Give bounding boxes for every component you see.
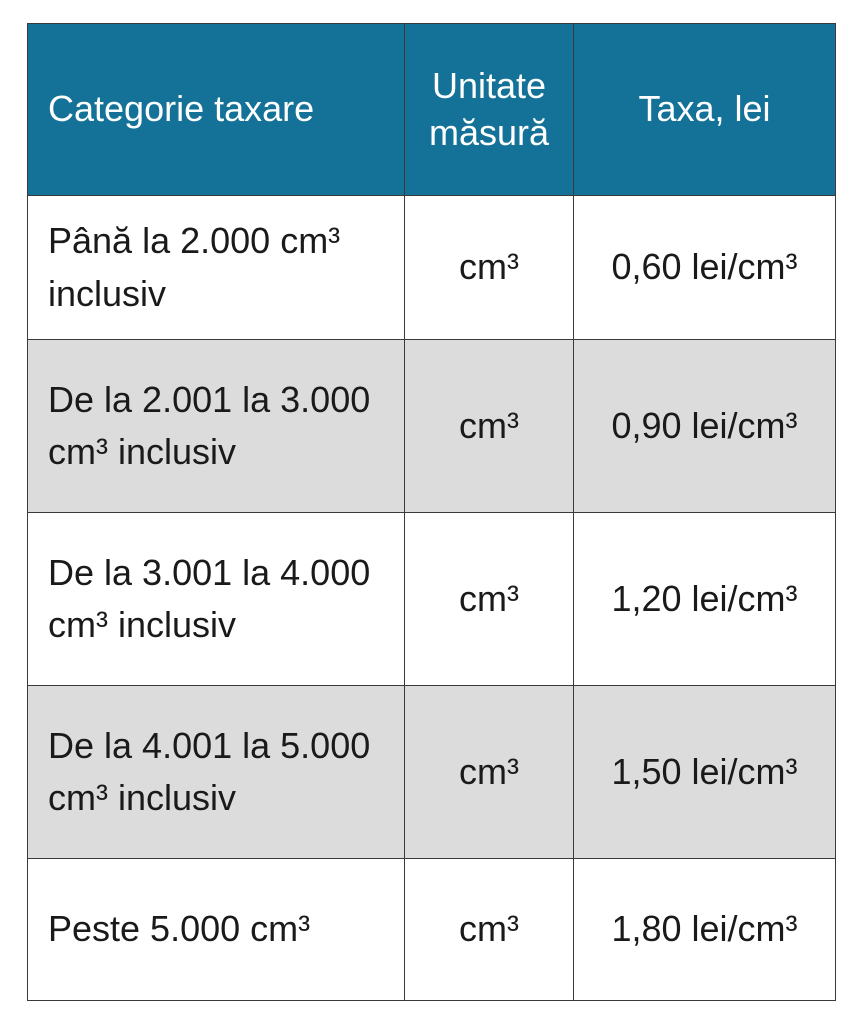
tax-table [27, 23, 836, 1001]
table-header-row [28, 24, 836, 196]
row-unit: cm³ [405, 196, 574, 340]
table-row [28, 686, 836, 859]
row-category: Până la 2.000 cm³ inclusiv [28, 196, 405, 340]
header-category: Categorie taxare [28, 24, 405, 196]
row-unit: cm³ [405, 340, 574, 513]
table-row [28, 513, 836, 686]
table-row [28, 340, 836, 513]
row-category: De la 4.001 la 5.000 cm³ inclusiv [28, 686, 405, 859]
row-unit: cm³ [405, 513, 574, 686]
table-row [28, 859, 836, 1001]
row-category: Peste 5.000 cm³ [28, 859, 405, 1001]
row-unit: cm³ [405, 859, 574, 1001]
table-row [28, 196, 836, 340]
row-category: De la 2.001 la 3.000 cm³ inclusiv [28, 340, 405, 513]
row-fee: 1,50 lei/cm³ [574, 686, 836, 859]
row-fee: 1,20 lei/cm³ [574, 513, 836, 686]
row-fee: 0,60 lei/cm³ [574, 196, 836, 340]
row-fee: 0,90 lei/cm³ [574, 340, 836, 513]
row-fee: 1,80 lei/cm³ [574, 859, 836, 1001]
header-unit: Unitate măsură [405, 24, 574, 196]
row-category: De la 3.001 la 4.000 cm³ inclusiv [28, 513, 405, 686]
header-fee: Taxa, lei [574, 24, 836, 196]
row-unit: cm³ [405, 686, 574, 859]
